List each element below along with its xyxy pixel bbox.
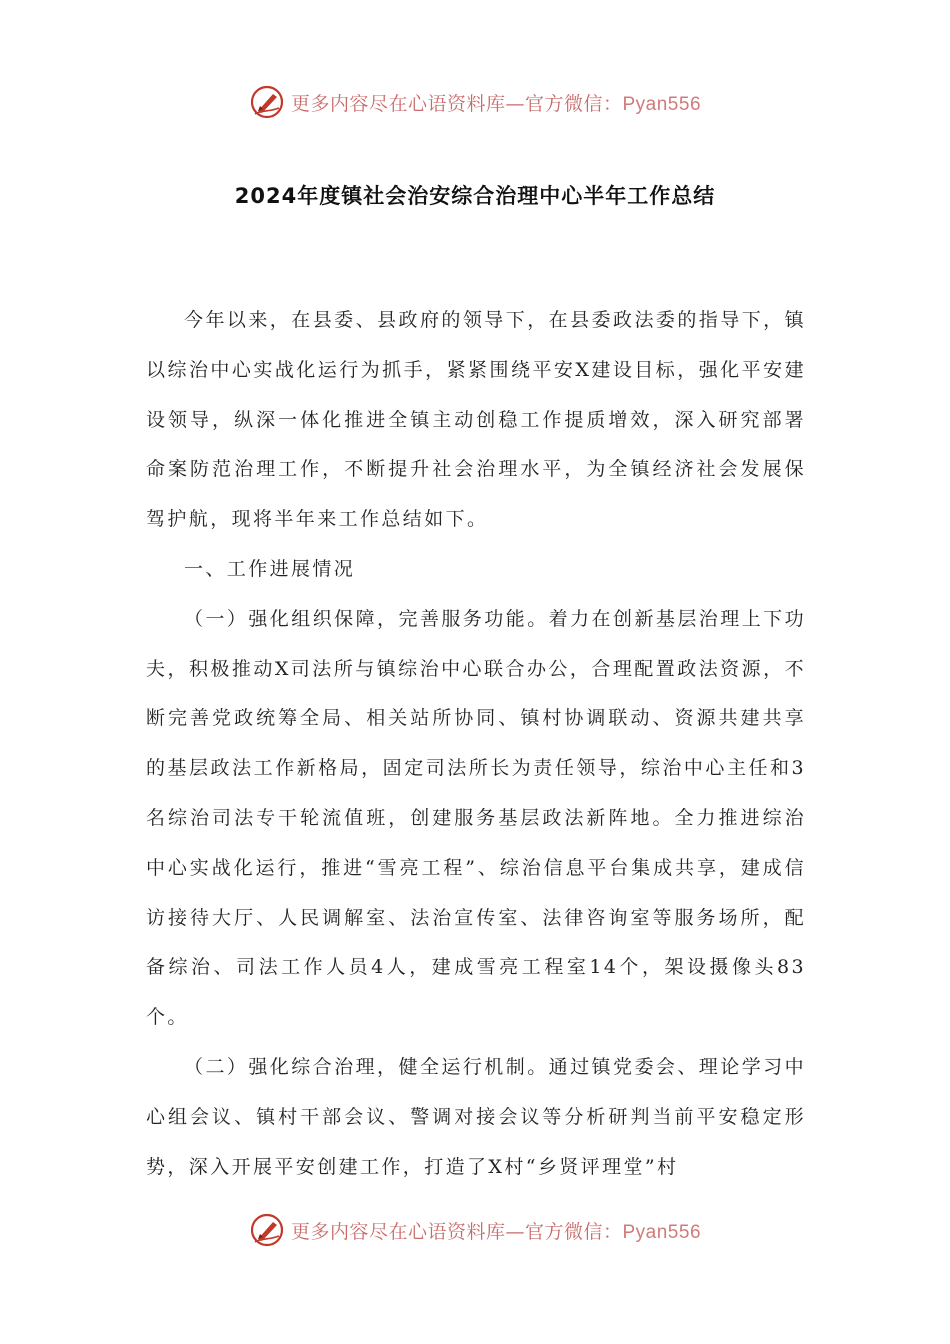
- watermark-footer: [0, 1208, 950, 1252]
- watermark-header: [0, 80, 950, 124]
- pen-logo-icon: [249, 1212, 285, 1248]
- document-title: 2024年度镇社会治安综合治理中心半年工作总结: [234, 184, 716, 208]
- document-body: [146, 296, 806, 1192]
- section-heading-progress: 一、工作进展情况: [184, 557, 356, 580]
- pen-logo-icon: [249, 84, 285, 120]
- paragraph-governance: （二）强化综合治理，健全运行机制。通过镇党委会、理论学习中心组会议、镇村干部会议、警调对接会议等分析研判当前平安稳定形势，深入开展平安创建工作，打造了X村“乡贤评理堂”村: [146, 1055, 806, 1178]
- paragraph-intro: 今年以来，在县委、县政府的领导下，在县委政法委的指导下，镇以综治中心实战化运行为抓手，紧紧围绕平安X建设目标，强化平安建设领导，纵深一体化推进全镇主动创稳工作提质增效，深入研究部署命案防范治理工作，不断提升社会治理水平，为全镇经济社会发展保驾护航，现将半年来工作总结如下。: [146, 309, 806, 531]
- watermark-wechat-id: Pyan556: [622, 93, 702, 115]
- paragraph-organization: （一）强化组织保障，完善服务功能。着力在创新基层治理上下功夫，积极推动X司法所与镇综治中心联合办公，合理配置政法资源，不断完善党政统筹全局、相关站所协同、镇村协调联动、资源共建共享的基层政法工作新格局，固定司法所长为责任领导，综治中心主任和3名综治司法专干轮流值班，创建服务基层政法新阵地。全力推进综治中心实战化运行，推进“雪亮工程”、综治信息平台集成共享，建成信访接待大厅、人民调解室、法治宣传室、法律咨询室等服务场所，配备综治、司法工作人员4人，建成雪亮工程室14个，架设摄像头83个。: [146, 607, 806, 1029]
- watermark-wechat-id: Pyan556: [622, 1221, 702, 1243]
- watermark-text: 更多内容尽在心语资料库—官方微信：Pyan556: [290, 92, 702, 115]
- watermark-text: 更多内容尽在心语资料库—官方微信：Pyan556: [290, 1220, 702, 1243]
